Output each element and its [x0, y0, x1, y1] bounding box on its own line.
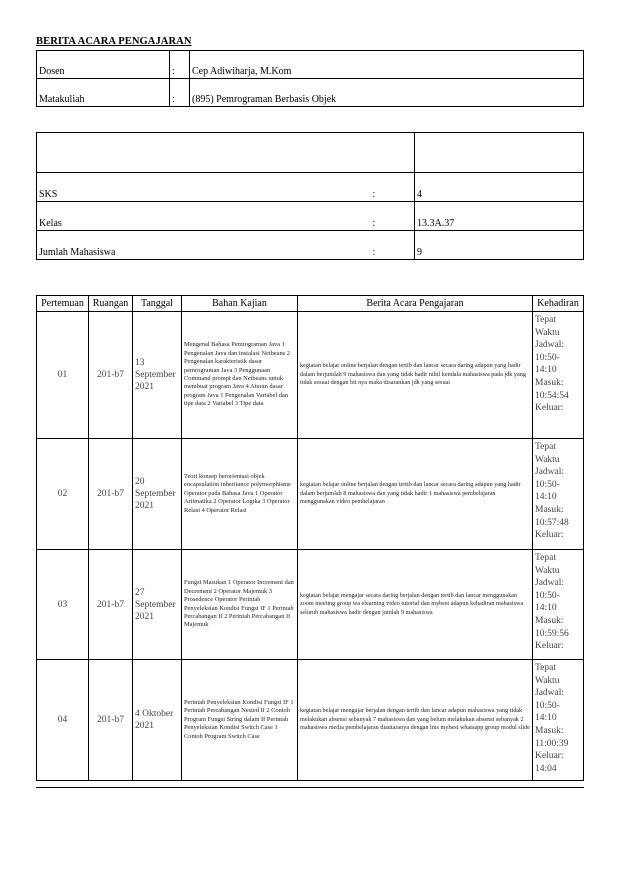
info-value: Cep Adiwiharja, M.Kom	[190, 51, 584, 79]
cell-pertemuan: 03	[37, 550, 89, 660]
class-info-blank-row	[37, 133, 584, 173]
header-ruangan: Ruangan	[89, 296, 133, 312]
cell-kehadiran: Tepat Waktu Jadwal: 10:50-14:10 Masuk: 10:57:48 Keluar:	[533, 439, 584, 550]
class-info-table	[36, 132, 584, 260]
info-row-dosen	[37, 51, 584, 79]
cell-tanggal: 13 September 2021	[133, 312, 182, 439]
class-info-separator: :	[371, 202, 415, 231]
class-info-value: 4	[415, 173, 584, 202]
lecturer-info-table	[36, 50, 584, 107]
info-label: Dosen	[37, 51, 170, 79]
class-info-separator: :	[371, 231, 415, 260]
class-info-row-sks	[37, 173, 584, 202]
header-tanggal: Tanggal	[133, 296, 182, 312]
table-row	[37, 312, 584, 439]
info-separator: :	[170, 79, 190, 107]
cell-ruangan: 201-b7	[89, 660, 133, 781]
cell-tanggal: 20 September 2021	[133, 439, 182, 550]
info-separator: :	[170, 51, 190, 79]
table-header-row	[37, 296, 584, 312]
info-value: (895) Pemrograman Berbasis Objek	[190, 79, 584, 107]
cell-bahan-kajian: Perintah Penyeleksian Kondisi Fungsi IF 1 Perintah Percabangan Nested If 2 Contoh Program Fungsi String dalam If Perintah Penyeleksian Kondisi Switch Case 1 Contoh Program Switch Case	[182, 660, 298, 781]
cell-berita-acara: kegiatan belajar online berjalan dengan tertib dan lancar secara daring adapun yang hadir dalam berjumlah 8 mahasiswa dan yang tidak hadir 1 mahasiswa pembelajaran menggunakan video pembelajaran	[298, 439, 533, 550]
cell-kehadiran: Tepat Waktu Jadwal: 10:50-14:10 Masuk: 10:59:56 Keluar:	[533, 550, 584, 660]
table-bottom-rule	[36, 787, 584, 788]
document-title: BERITA ACARA PENGAJARAN	[36, 36, 192, 47]
header-bahan-kajian: Bahan Kajian	[182, 296, 298, 312]
cell-bahan-kajian: Teori konsep berorientasi objek encapsulation inheritance polymorphisme Operator pada Bahasa Java 1 Operator Aritmatika 2 Operator Logika 3 Operator Relasi 4 Operator Relasi	[182, 439, 298, 550]
table-row	[37, 660, 584, 781]
cell-pertemuan: 01	[37, 312, 89, 439]
header-pertemuan: Pertemuan	[37, 296, 89, 312]
class-info-separator: :	[371, 173, 415, 202]
cell-berita-acara: kegiatan belajar mengajar berjalan dengan tertib dan lancar adapun mahasiswa yang tidak melakukan absensi sebanyak 7 mahasiswa dan yang belum melakukan absensi sebanyak 2 mahasiswa media pembelajaran diantaranya dengan lms mybest whatsapp group modul slide	[298, 660, 533, 781]
cell-ruangan: 201-b7	[89, 550, 133, 660]
header-berita-acara: Berita Acara Pengajaran	[298, 296, 533, 312]
cell-pertemuan: 02	[37, 439, 89, 550]
cell-ruangan: 201-b7	[89, 439, 133, 550]
class-info-label: SKS	[37, 173, 371, 202]
class-info-label: Kelas	[37, 202, 371, 231]
info-row-matakuliah	[37, 79, 584, 107]
blank-cell	[37, 133, 415, 173]
cell-berita-acara: kegiatan belajar online berjalan dengan tertib dan lancar secara daring adapun yang hadir dalam berjumlah 9 mahasiswa dan yang tidak hadir nihil kendala mahasiswa pada jdk yang tidak sesuai dengan bit nya maka disarankan jdk yang sesuai	[298, 312, 533, 439]
class-info-value: 13.3A.37	[415, 202, 584, 231]
header-kehadiran: Kehadiran	[533, 296, 584, 312]
table-row	[37, 439, 584, 550]
cell-tanggal: 27 September 2021	[133, 550, 182, 660]
cell-ruangan: 201-b7	[89, 312, 133, 439]
cell-bahan-kajian: Mengenal Bahasa Pemrograman Java 1 Pengenalan Java dan instalasi Netbeans 2 Pengenalan karakteristik dasar pemrograman Java 3 Penggunaan Command prompt dan Netbeans untuk membuat program Java 4 Aturan dasar program Java 1 Pengenalan Variabel dan tipe data 2 Variabel 3 Tipe data	[182, 312, 298, 439]
cell-kehadiran: Tepat Waktu Jadwal: 10:50-14:10 Masuk: 10:54:54 Keluar:	[533, 312, 584, 439]
class-info-value: 9	[415, 231, 584, 260]
class-info-label: Jumlah Mahasiswa	[37, 231, 371, 260]
class-info-row-kelas	[37, 202, 584, 231]
blank-cell	[415, 133, 584, 173]
cell-tanggal: 4 Oktober 2021	[133, 660, 182, 781]
table-row	[37, 550, 584, 660]
cell-kehadiran: Tepat Waktu Jadwal: 10:50-14:10 Masuk: 11:00:39 Keluar: 14:04	[533, 660, 584, 781]
cell-pertemuan: 04	[37, 660, 89, 781]
info-label: Matakuliah	[37, 79, 170, 107]
cell-berita-acara: kegiatan belajar mengajar secara daring berjalan dengan tertib dan lancar menggunakan zoom meeting group wa elearning video tutorial dan mybest adapun kehadiran mahasiswa seluruh mahasiswa hadir dengan jumlah 9 mahasiswa	[298, 550, 533, 660]
class-info-row-jumlah	[37, 231, 584, 260]
teaching-log-table	[36, 295, 584, 781]
cell-bahan-kajian: Fungsi Masukan 1 Operator Increment dan Decrement 2 Operator Majemuk 3 Prosedence Operator Perintah Penyeleksian Kondisi Fungsi IF 1 Perintah Percabangan If 2 Perintah Percabangan If Majemuk	[182, 550, 298, 660]
